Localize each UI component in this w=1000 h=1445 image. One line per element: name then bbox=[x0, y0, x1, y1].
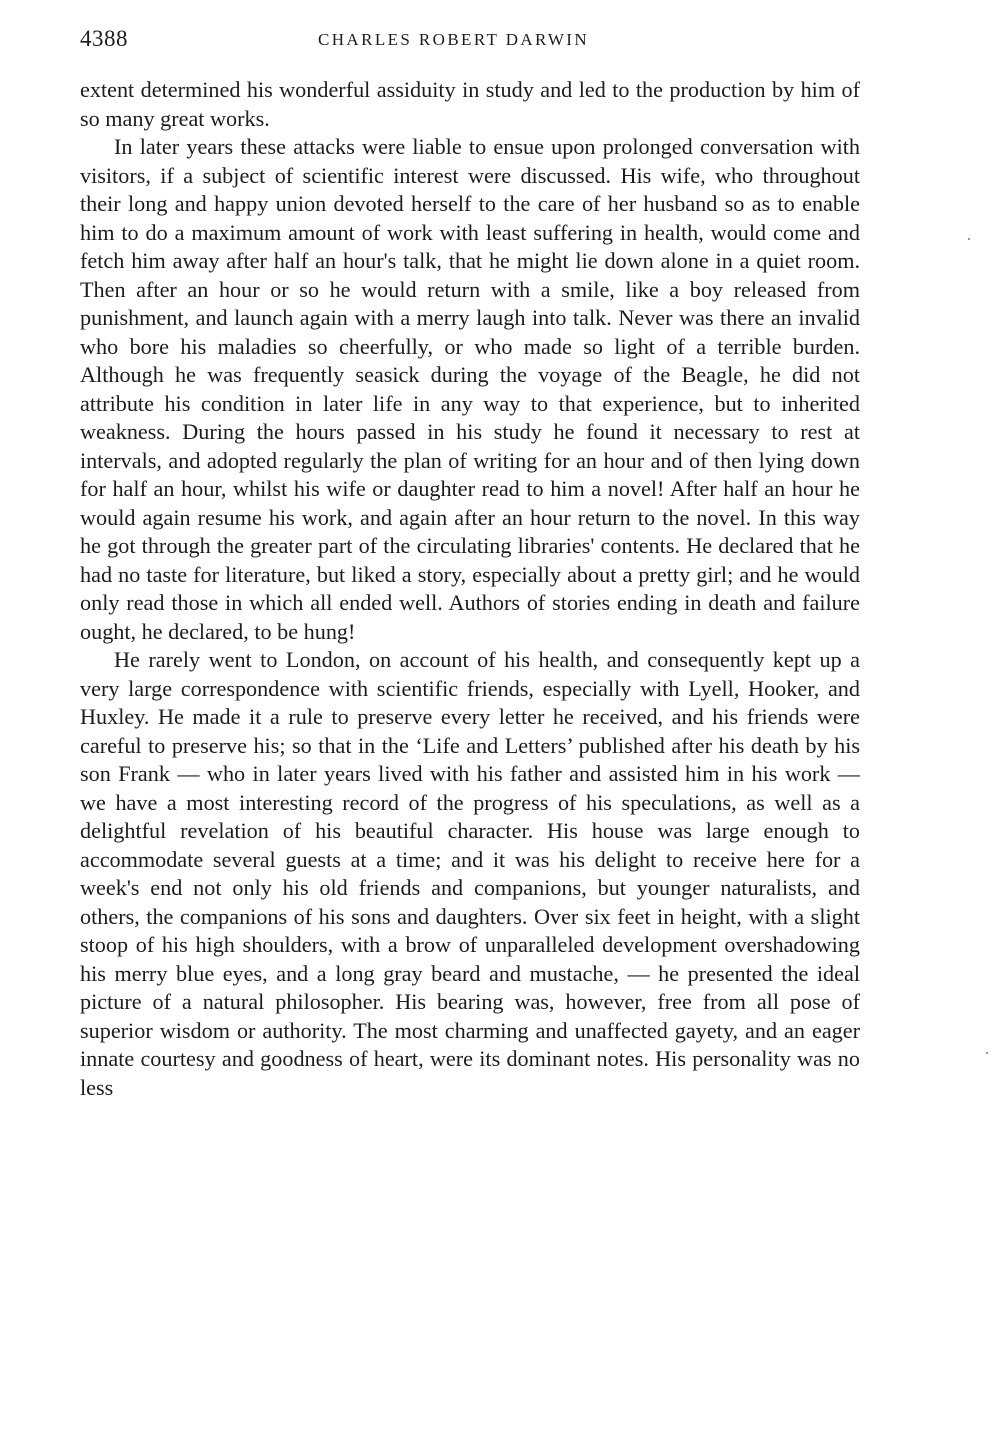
paragraph-correspondence-and-character: He rarely went to London, on account of his health, and consequently kept up a very large correspondence with scientific friends, especially with Lyell, Hooker, and Huxley. He made it a rule to preserve every letter he received, and his friends were careful to preserve his; so that in the ‘Life and Letters’ published after his death by his son Frank — who in later years lived with his father and assisted him in his work — we have a most interesting record of the progress of his speculations, as well as a delightful revelation of his beautiful character. His house was large enough to accommodate several guests at a time; and it was his delight to receive here for a week's end not only his old friends and companions, but younger naturalists, and others, the companions of his sons and daughters. Over six feet in height, with a slight stoop of his high shoulders, with a brow of unparalleled development overshadowing his merry blue eyes, and a long gray beard and mustache, — he presented the ideal picture of a natural philosopher. His bearing was, however, free from all pose of superior wisdom or authority. The most charming and unaffected gayety, and an eager innate courtesy and goodness of heart, were its dominant notes. His personality was no less bbox=[80, 647, 860, 1100]
page-number: 4388 bbox=[80, 26, 128, 51]
paragraph-attacks-and-reading: In later years these attacks were liable to ensue upon prolonged conversation with visitors, if a subject of scientific interest were discussed. His wife, who throughout their long and happy union devoted herself to the care of her husband so as to enable him to do a maximum amount of work with least suffering in health, would come and fetch him away after half an hour's talk, that he might lie down alone in a quiet room. Then after an hour or so he would return with a smile, like a boy released from punishment, and launch again with a merry laugh into talk. Never was there an invalid who bore his maladies so cheerfully, or who made so light of a terrible burden. Although he was frequently seasick during the voyage of the Beagle, he did not attribute his condition in later life in any way to that experience, but to inherited weakness. During the hours passed in his study he found it necessary to rest at intervals, and adopted regularly the plan of writing for an hour and of then lying down for half an hour, whilst his wife or daughter read to him a novel! After half an hour he would again resume his work, and again after an hour return to the novel. In this way he got through the greater part of the circulating libraries' contents. He declared that he had no taste for literature, but liked a story, especially about a pretty girl; and he would only read those in which all ended well. Authors of stories ending in death and failure ought, he declared, to be hung! bbox=[80, 134, 860, 644]
running-head-title: CHARLES ROBERT DARWIN bbox=[318, 30, 590, 49]
paragraph-continued: extent determined his wonderful assiduity in study and led to the production by him of so many great works. bbox=[80, 77, 860, 131]
body-text bbox=[80, 76, 860, 1102]
scan-speck bbox=[986, 1052, 988, 1054]
scan-speck bbox=[968, 238, 970, 240]
